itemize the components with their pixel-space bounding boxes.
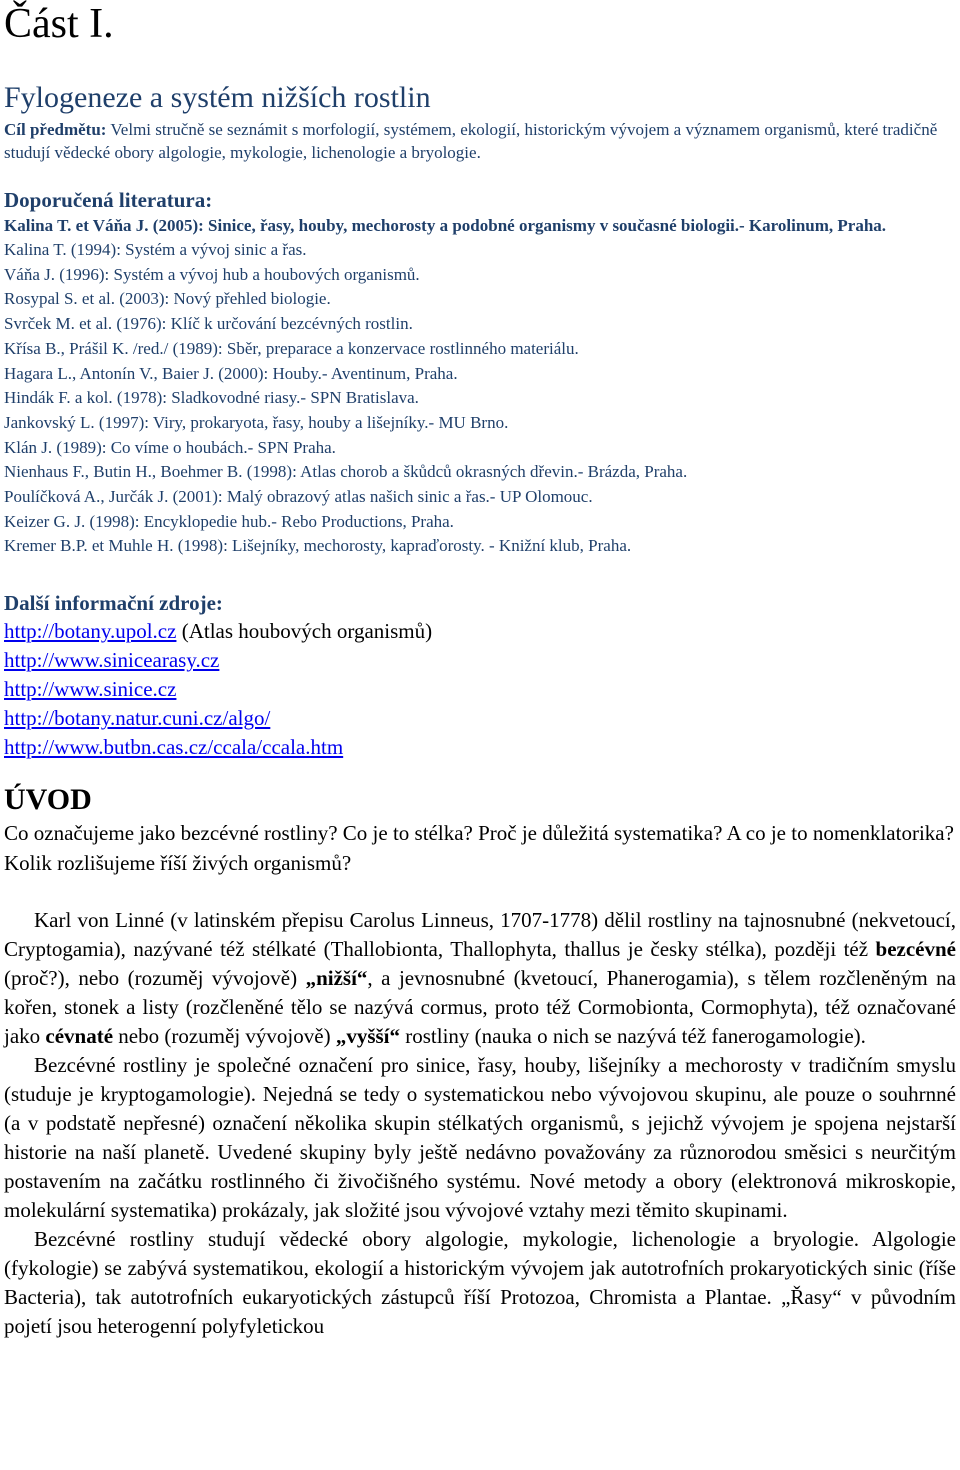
resources-heading: Další informační zdroje: xyxy=(4,591,223,616)
part-title: Část I. xyxy=(4,1,114,47)
resource-link[interactable]: http://botany.natur.cuni.cz/algo/ xyxy=(4,706,271,731)
term-cevnate: cévnaté xyxy=(45,1024,114,1049)
literature-heading: Doporučená literatura: xyxy=(4,188,213,212)
link-list xyxy=(4,617,956,762)
resource-link[interactable]: http://botany.upol.cz xyxy=(4,619,177,644)
reference-item: Jankovský L. (1997): Viry, prokaryota, řasy, houby a lišejníky.- MU Brno. xyxy=(4,412,509,432)
reference-item: Váňa J. (1996): Systém a vývoj hub a houbových organismů. xyxy=(4,264,420,284)
paragraph-3: Bezcévné rostliny studují vědecké obory algologie, mykologie, lichenologie a bryologie. Algologie (fykologie) se zabývá systematikou, ekologií a historickým vývojem jak autotrofních prokaryotických sinic (říše Bacteria), tak autotrofních eukaryotických zástupců říší Protozoa, Chromista a Plantae. „Řasy“ v původním pojetí jsou heterogenní polyfyletickou xyxy=(4,1227,956,1339)
goal-text: Velmi stručně se seznámit s morfologií, systémem, ekologií, historickým vývojem a významem organismů, které tradičně studují vědecké obory algologie, mykologie, lichenologie a bryologie. xyxy=(4,120,938,162)
resource-note: (Atlas houbových organismů) xyxy=(176,619,433,644)
term-nizsi: „nižší“ xyxy=(305,966,368,991)
paragraph-1: Karl von Linné (v latinském přepisu Carolus Linneus, 1707-1778) dělil rostliny na tajnosnubné (nekvetoucí, Cryptogamia), nazývané též stélkaté (Thallobionta, Thallophyta, thallus je česky stélka), později též bezcévné (proč?), nebo (rozuměj vývojově) „nižší“, a jevnosnubné (kvetoucí, Phanerogamia), s tělem rozčleněným na kořen, stonek a listy (rozčleněné tělo se nazývá cormus, proto též Cormobionta, Cormophyta), též označované jako cévnaté nebo (rozuměj vývojově) „vyšší“ rostliny (nauka o nich se nazývá též fanerogamologie). xyxy=(4,908,957,1049)
reference-item: Rosypal S. et al. (2003): Nový přehled biologie. xyxy=(4,289,331,309)
reference-item: Nienhaus F., Butin H., Boehmer B. (1998): Atlas chorob a škůdců okrasných dřevin.- Brázda, Praha. xyxy=(4,462,688,482)
intro-heading: ÚVOD xyxy=(4,783,92,817)
reference-item: Hagara L., Antonín V., Baier J. (2000): Houby.- Aventinum, Praha. xyxy=(4,363,458,383)
reference-item: Kalina T. (1994): Systém a vývoj sinic a řas. xyxy=(4,240,307,259)
resource-link[interactable]: http://www.sinicearasy.cz xyxy=(4,648,220,673)
main-ref-year: (2005): xyxy=(152,216,204,235)
reference-item: Keizer G. J. (1998): Encyklopedie hub.- Rebo Productions, Praha. xyxy=(4,511,454,531)
intro-body xyxy=(4,906,956,1341)
reference-item: Klán J. (1989): Co víme o houbách.- SPN Praha. xyxy=(4,437,336,457)
intro-questions: Co označujeme jako bezcévné rostliny? Co je to stélka? Proč je důležitá systematika? A co je to nomenklatorika? Kolik rozlišujeme říší živých organismů? xyxy=(4,821,954,876)
course-title: Fylogeneze a systém nižších rostlin xyxy=(4,81,431,114)
reference-item: Křísa B., Prášil K. /red./ (1989): Sběr, preparace a konzervace rostlinného materiálu. xyxy=(4,338,579,358)
main-ref-title: Sinice, řasy, houby, mechorosty a podobné organismy v současné biologii.- Karolinum, Praha. xyxy=(203,216,887,235)
resource-link[interactable]: http://www.butbn.cas.cz/ccala/ccala.htm xyxy=(4,735,344,760)
reference-item: Hindák F. a kol. (1978): Sladkovodné riasy.- SPN Bratislava. xyxy=(4,388,419,408)
reference-item: Svrček M. et al. (1976): Klíč k určování bezcévných rostlin. xyxy=(4,314,413,334)
resource-line xyxy=(4,646,956,675)
paragraph-2: Bezcévné rostliny je společné označení pro sinice, řasy, houby, lišejníky a mechorosty v tradičním smyslu (studuje je kryptogamologie). Nejedná se tedy o systematickou nebo vývojovou skupinu, ale pouze o souhrnné (a v podstatě nepřesné) označení několika skupin stélkatých organismů, s jejichž vývojem je spojena nejstarší historie na naší planetě. Uvedené skupiny byly ještě nedávno považovány za různorodou směsici s neurčitým postavením na začátku rostlinného či živočišného systému. Nové metody a obory (elektronová mikroskopie, molekulární systematika) prokázaly, jak složité jsou vývojové vztahy mezi těmito skupinami. xyxy=(4,1053,956,1223)
main-reference xyxy=(4,214,956,238)
reference-list xyxy=(4,238,956,559)
main-ref-authors: Kalina T. et Váňa J. xyxy=(4,216,153,235)
resource-line xyxy=(4,675,956,704)
resource-link[interactable]: http://www.sinice.cz xyxy=(4,677,177,702)
reference-item: Poulíčková A., Jurčák J. (2001): Malý obrazový atlas našich sinic a řas.- UP Olomouc. xyxy=(4,487,593,507)
resource-line xyxy=(4,704,956,733)
course-goal xyxy=(4,118,956,164)
term-vyssi: „vyšší“ xyxy=(335,1024,401,1049)
reference-item: Kremer B.P. et Muhle H. (1998): Lišejníky, mechorosty, kapraďorosty. - Knižní klub, Praha. xyxy=(4,536,632,556)
goal-label: Cíl předmětu: xyxy=(4,120,107,139)
resource-line xyxy=(4,733,956,762)
term-bezcevne: bezcévné xyxy=(875,937,956,962)
resource-line xyxy=(4,617,956,646)
